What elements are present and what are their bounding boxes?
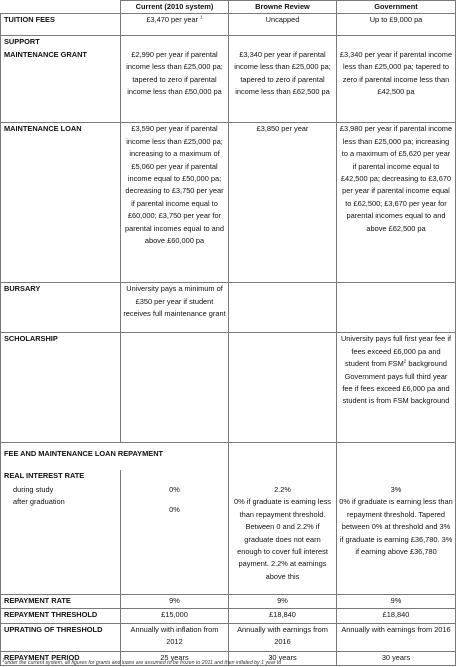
cell-during-government: 3% [337, 484, 456, 496]
empty-cell [337, 443, 456, 470]
row-uprating [1, 623, 456, 651]
cell-threshold-current: £15,000 [121, 608, 229, 623]
row-scholarship [1, 333, 456, 443]
row-after-graduation [1, 496, 456, 594]
cell-tuition-browne: Uncapped [229, 14, 337, 36]
cell-scholarship-current [121, 333, 229, 443]
cell-period-browne: 30 years [229, 651, 337, 665]
cell-rate-current: 9% [121, 594, 229, 608]
row-bursary [1, 283, 456, 333]
empty-cell [337, 470, 456, 484]
footnote: $^1$under the current system, all figures for grants and loans are assumed to be frozen to 2011 and then inflated by 1 year to [2, 657, 282, 666]
header-blank [1, 1, 121, 14]
label-repayment-rate: REPAYMENT RATE [1, 594, 121, 608]
label-uprating: UPRATING OF THRESHOLD [1, 623, 121, 651]
label-during-study: during study [1, 484, 121, 496]
header-browne: Browne Review [229, 1, 337, 14]
empty-cell [121, 36, 229, 49]
cell-bursary-browne [229, 283, 337, 333]
cell-loan-browne: £3,850 per year [229, 123, 337, 283]
cell-after-browne: 0% if graduate is earning less than repayment threshold. Between 0 and 2.2% if graduate does not earn enough to cover full interest payment. 2.2% at earnings above this [229, 496, 337, 594]
cell-tuition-government: Up to £9,000 pa [337, 14, 456, 36]
cell-bursary-government [337, 283, 456, 333]
label-repayment-period: REPAYMENT PERIOD [1, 651, 121, 665]
cell-grant-current: £2,990 per year if parental income less than £25,000 pa; tapered to zero if parental income less than £50,000 pa [121, 49, 229, 123]
cell-scholarship-browne [229, 333, 337, 443]
cell-threshold-government: £18,840 [337, 608, 456, 623]
row-repayment-heading [1, 443, 456, 470]
empty-cell [229, 470, 337, 484]
cell-period-government: 30 years [337, 651, 456, 665]
empty-cell [121, 470, 229, 484]
cell-period-current: 25 years [121, 651, 229, 665]
row-real-interest-rate [1, 470, 456, 484]
row-maintenance-grant [1, 49, 456, 123]
label-scholarship: SCHOLARSHIP [1, 333, 121, 443]
label-real-interest-rate: REAL INTEREST RATE [1, 470, 121, 484]
label-bursary: BURSARY [1, 283, 121, 333]
row-repayment-threshold [1, 608, 456, 623]
cell-tuition-current: £3,470 per year $^1$ [121, 14, 229, 36]
label-repayment-threshold: REPAYMENT THRESHOLD [1, 608, 121, 623]
cell-grant-government: £3,340 per year if parental income less than £25,000 pa; tapered to zero if parental income less than £42,500 pa [337, 49, 456, 123]
label-maintenance-loan: MAINTENANCE LOAN [1, 123, 121, 283]
cell-loan-current: £3,590 per year if parental income less than £25,000 pa; increasing to a maximum of £5,060 per year if parental income equal to £50,000 pa; decreasing to £3,750 per year if parental income equal to £60,000; £3,750 per year for parental incomes equal to and above £60,000 pa [121, 123, 229, 283]
cell-rate-government: 9% [337, 594, 456, 608]
cell-loan-government: £3,980 per year if parental income less than £25,000 pa; increasing to a maximum of £5,620 per year if parental income equal to £42,500 pa; decreasing to £3,670 per year if parental income equal to £62,500; £3,670 per year for parental incomes equal to and above £62,500 pa [337, 123, 456, 283]
label-after-graduation: after graduation [1, 496, 121, 594]
row-during-study [1, 484, 456, 496]
cell-rate-browne: 9% [229, 594, 337, 608]
label-repayment-heading: FEE AND MAINTENANCE LOAN REPAYMENT [1, 443, 229, 470]
row-maintenance-loan [1, 123, 456, 283]
label-tuition-fees: TUITION FEES [1, 14, 121, 36]
cell-after-current: 0% [121, 496, 229, 594]
header-current: Current (2010 system) [121, 1, 229, 14]
cell-threshold-browne: £18,840 [229, 608, 337, 623]
cell-uprating-government: Annually with earnings from 2016 [337, 623, 456, 651]
empty-cell [229, 443, 337, 470]
header-row [1, 1, 456, 14]
header-government: Government [337, 1, 456, 14]
row-tuition-fees [1, 14, 456, 36]
empty-cell [229, 36, 337, 49]
cell-scholarship-government: University pays full first year fee if fees exceed £6,000 pa and student from FSM$^2$ background Government pays full third year fee if fees exceed £6,000 pa and student is from FSM background [337, 333, 456, 443]
empty-cell [337, 36, 456, 49]
row-support [1, 36, 456, 49]
row-repayment-rate [1, 594, 456, 608]
cell-uprating-browne: Annually with earnings from 2016 [229, 623, 337, 651]
cell-during-current: 0% [121, 484, 229, 496]
cell-after-government: 0% if graduate is earning less than repayment threshold. Tapered between 0% at threshold and 3% if graduate is earning £36,780. 3% if earning above £36,780 [337, 496, 456, 594]
label-support: SUPPORT [1, 36, 121, 49]
cell-bursary-current: University pays a minimum of £350 per year if student receives full maintenance grant [121, 283, 229, 333]
label-maintenance-grant: MAINTENANCE GRANT [1, 49, 121, 123]
cell-during-browne: 2.2% [229, 484, 337, 496]
cell-grant-browne: £3,340 per year if parental income less than £25,000 pa; tapered to zero if parental income less than £62,500 pa [229, 49, 337, 123]
cell-uprating-current: Annually with inflation from 2012 [121, 623, 229, 651]
